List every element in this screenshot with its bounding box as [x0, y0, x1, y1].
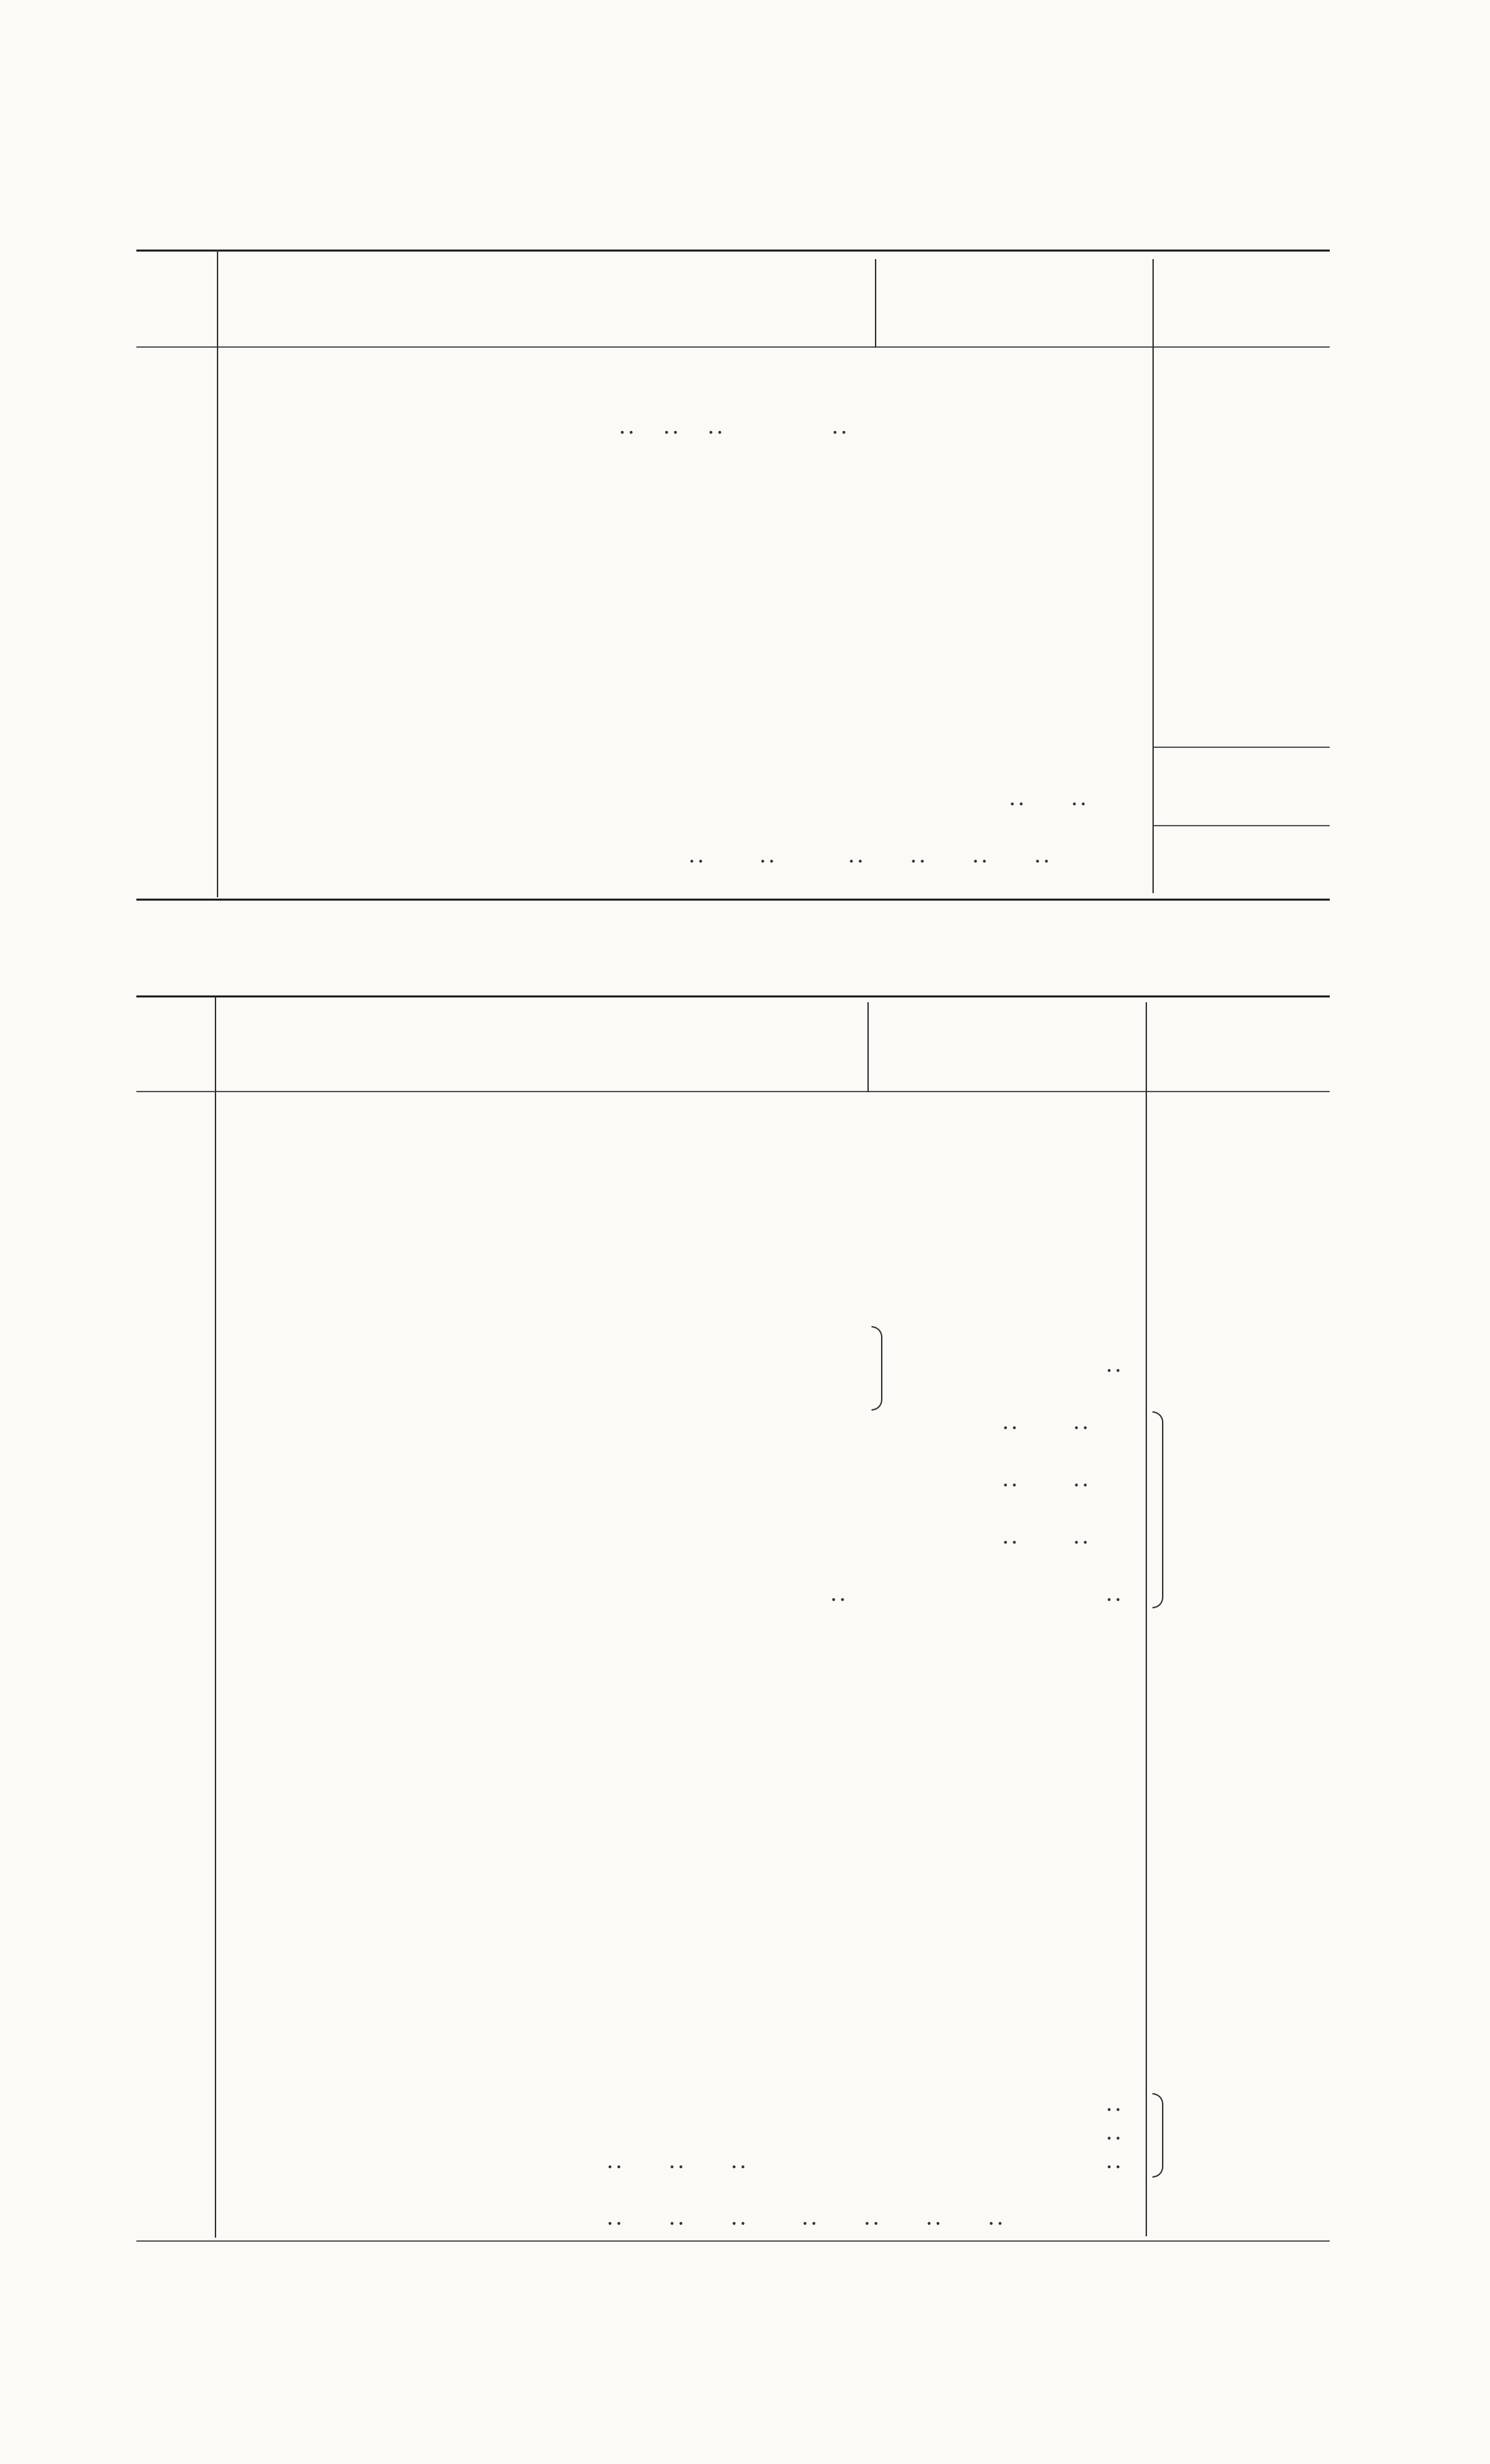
row-25-brace: [1152, 2093, 1163, 2178]
subtotal-row: [0, 754, 1490, 783]
carried-forward-row: .. .. .. .. .. .. ..: [607, 2203, 1006, 2230]
total-rule: [1154, 825, 1330, 826]
row-7-brace: [871, 1326, 882, 1411]
service-row-8-line-4: [0, 1492, 1490, 1521]
subtotal-rule: [1154, 747, 1330, 748]
money-header: [0, 1118, 1490, 1147]
service-row-7: [0, 1321, 1490, 1349]
service-row-25-line-3: .. .. .. ..: [607, 2146, 1124, 2174]
service-row-8-line-6: [0, 1550, 1490, 1578]
service-row-25: ..: [1106, 2089, 1124, 2116]
less-contributions-row: .. ..: [1009, 783, 1089, 811]
auckland-header-top-rule: [136, 250, 1330, 252]
row-8-brace: [1152, 1411, 1163, 1608]
thames-bottom-rule: [136, 2240, 1330, 2242]
service-row-7-line-2: ..: [1106, 1350, 1124, 1377]
service-row-8-line-3: .. ..: [1002, 1464, 1091, 1492]
service-row-8: .. ..: [1002, 1407, 1091, 1434]
service-row-8-line-7: .. ..: [831, 1579, 1124, 1606]
money-header: [0, 376, 1490, 405]
thames-header-bottom-rule: [136, 1091, 1330, 1092]
thames-col-divider-2: [867, 1002, 869, 1092]
auckland-header-bottom-rule: [136, 346, 1330, 348]
auckland-col-divider-2: [875, 259, 876, 348]
brought-forward-row: .. .. .. ..: [619, 412, 850, 439]
service-row-25-line-2: ..: [1106, 2118, 1124, 2145]
thames-col-divider-1: [215, 997, 216, 2238]
service-row-7-line-3: [0, 1378, 1490, 1407]
thames-header-top-rule: [136, 995, 1330, 997]
service-row-8-line-5: .. ..: [1002, 1522, 1091, 1549]
service-row-8-line-2: [0, 1435, 1490, 1464]
total-row: .. .. .. .. .. ..: [689, 841, 1052, 868]
auckland-bottom-rule: [136, 899, 1330, 901]
thames-col-divider-3: [1146, 1002, 1147, 2236]
